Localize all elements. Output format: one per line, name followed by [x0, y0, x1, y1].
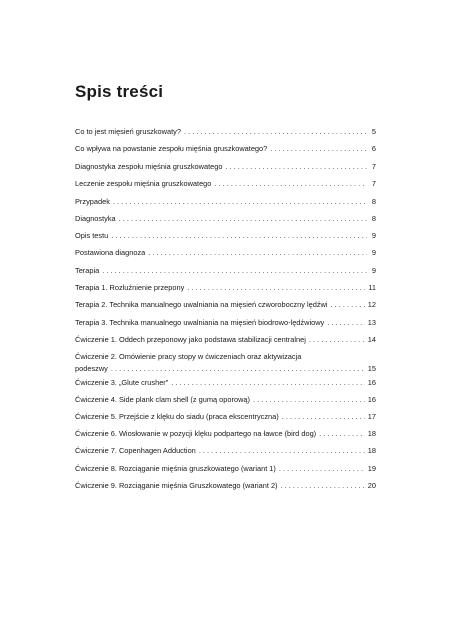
toc-entry: [75, 299, 376, 311]
toc-entry-label: Diagnostyka zespołu mięśnia gruszkowatego: [75, 162, 223, 171]
toc-entry-label: Ćwiczenie 8. Rozciąganie mięśnia gruszkowatego (wariant 1): [75, 464, 276, 473]
dot-leader: [225, 161, 367, 173]
dot-leader: [327, 317, 365, 329]
toc-entry-page: 18: [367, 446, 376, 455]
toc-entry-label: Diagnostyka: [75, 214, 116, 223]
toc-entry: [75, 411, 376, 423]
toc-entry-label: Przypadek: [75, 197, 110, 206]
toc-entry: [75, 265, 376, 277]
toc-entry: [75, 196, 376, 208]
toc-entry: [75, 317, 376, 329]
toc-entry-page: 9: [371, 248, 376, 257]
dot-leader: [270, 143, 367, 155]
toc-entry-label: Ćwiczenie 5. Przejście z klęku do siadu (praca ekscentryczna): [75, 412, 279, 421]
dot-leader: [214, 178, 367, 190]
dot-leader: [119, 213, 367, 225]
toc-entry-page: 5: [371, 127, 376, 136]
dot-leader: [319, 428, 365, 440]
toc-entry-page: 7: [371, 179, 376, 188]
toc-entry-page: 7: [371, 162, 376, 171]
toc-entry-label: Terapia 1. Rozluźnienie przepony: [75, 283, 185, 292]
toc-entry-label-line1: Ćwiczenie 2. Omówienie pracy stopy w ćwiczeniach oraz aktywizacja: [75, 352, 302, 361]
toc-entry-page: 18: [367, 429, 376, 438]
toc-entry: [75, 463, 376, 475]
toc-entry-label: Ćwiczenie 1. Oddech przeponowy jako podstawa stabilizacji centralnej: [75, 335, 306, 344]
toc-entry: [75, 230, 376, 242]
toc-entry-label: Ćwiczenie 4. Side plank clam shell (z gumą oporową): [75, 395, 250, 404]
toc-entry-label: Opis testu: [75, 231, 109, 240]
dot-leader: [253, 394, 365, 406]
toc-entry-page: 8: [371, 214, 376, 223]
toc-entry-page: 16: [367, 378, 376, 387]
dot-leader: [331, 299, 365, 311]
toc-entry-label: Ćwiczenie 9. Rozciąganie mięśnia Gruszkowatego (wariant 2): [75, 481, 278, 490]
toc-entry: [75, 480, 376, 492]
toc-entry-label: Terapia 3. Technika manualnego uwalniania na mięsień biodrowo-lędźwiowy: [75, 318, 325, 327]
dot-leader: [187, 282, 365, 294]
toc-entry: [75, 161, 376, 173]
dot-leader: [282, 411, 365, 423]
toc-entry-page: 19: [367, 464, 376, 473]
dot-leader: [113, 196, 367, 208]
dot-leader: [184, 126, 367, 138]
toc-entry-page: 12: [367, 300, 376, 309]
toc-entry-label: Ćwiczenie 3. „Glute crusher”: [75, 378, 169, 387]
toc-entry-label: Ćwiczenie 7. Copenhagen Adduction: [75, 446, 196, 455]
toc-entry-page: 14: [367, 335, 376, 344]
toc-entry: [75, 178, 376, 190]
toc-entry-page: 6: [371, 144, 376, 153]
toc-entry-page: 15: [367, 364, 376, 373]
toc-entry-label: Ćwiczenie 6. Wiosłowanie w pozycji klęku podpartego na ławce (bird dog): [75, 429, 317, 438]
toc-entry-label: podeszwy: [75, 364, 108, 373]
dot-leader: [199, 445, 365, 457]
toc-entry: [75, 126, 376, 138]
toc-entry: [75, 351, 376, 375]
toc-entry-page: 9: [371, 266, 376, 275]
dot-leader: [148, 247, 367, 259]
toc-entry-page: 11: [368, 283, 376, 292]
dot-leader: [111, 230, 367, 242]
toc-entry-label: Co wpływa na powstanie zespołu mięśnia gruszkowatego?: [75, 144, 268, 153]
toc-entry-page: 9: [371, 231, 376, 240]
toc-entry-page: 17: [367, 412, 376, 421]
toc-entry: [75, 282, 376, 294]
dot-leader: [102, 265, 367, 277]
toc-entry-page: 8: [371, 197, 376, 206]
toc-entry-label: Terapia: [75, 266, 100, 275]
toc-entry-label: Co to jest mięsień gruszkowaty?: [75, 127, 181, 136]
toc-entry: [75, 428, 376, 440]
toc-entry: [75, 445, 376, 457]
toc-entry-label: Terapia 2. Technika manualnego uwalniania na mięsień czworoboczny lędźwi: [75, 300, 328, 309]
toc-entry: [75, 394, 376, 406]
toc-entry: [75, 213, 376, 225]
toc-entry: [75, 377, 376, 389]
toc-entry-page: 13: [367, 318, 376, 327]
dot-leader: [111, 363, 365, 375]
toc-entry: [75, 334, 376, 346]
toc-entry: [75, 143, 376, 155]
toc-entry-page: 20: [367, 481, 376, 490]
toc-entry-page: 16: [367, 395, 376, 404]
dot-leader: [171, 377, 365, 389]
toc-entry: [75, 247, 376, 259]
page-title: Spis treści: [75, 82, 164, 101]
dot-leader: [309, 334, 365, 346]
dot-leader: [281, 480, 365, 492]
toc-entry-label: Leczenie zespołu mięśnia gruszkowatego: [75, 179, 212, 188]
dot-leader: [279, 463, 365, 475]
toc-entry-label: Postawiona diagnoza: [75, 248, 146, 257]
